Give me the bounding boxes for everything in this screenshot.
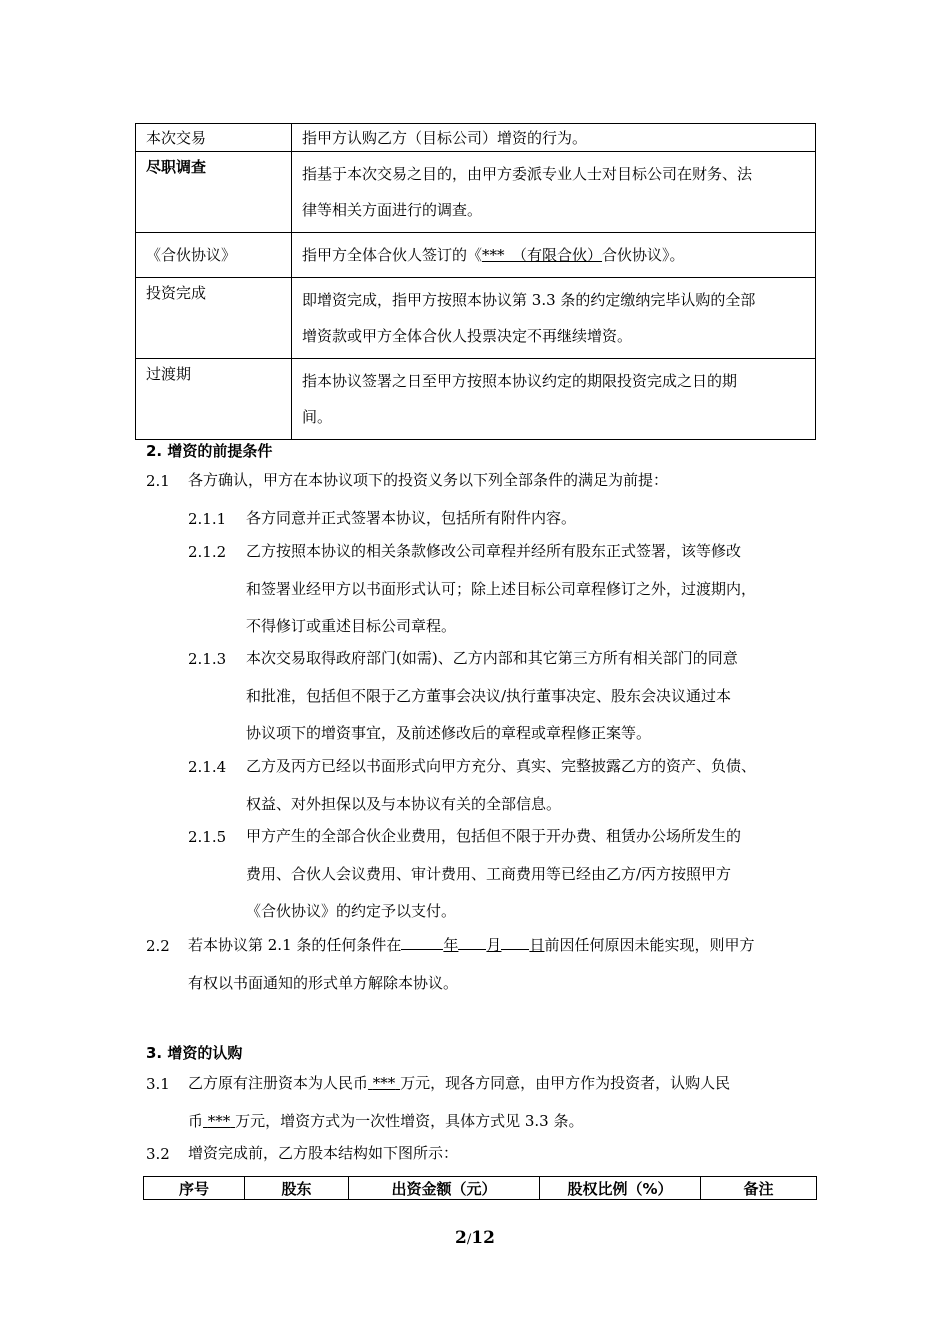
clause-2-1-5-text: 甲方产生的全部合伙企业费用，包括但不限于开办费、租赁办公场所发生的 费用、合伙人会议费用、审计费用、工商费用等已经由乙方/丙方按照甲方 《合伙协议》的约定予以支付。	[246, 827, 742, 920]
column-header: 序号	[144, 1177, 245, 1200]
column-header: 备注	[701, 1177, 817, 1200]
clause-number: 2.1.1	[188, 510, 227, 528]
capital-amount: ***	[372, 1074, 396, 1092]
column-header: 出资金额（元）	[349, 1177, 540, 1200]
definition-row	[136, 124, 816, 152]
definition-row	[136, 152, 816, 233]
clause-number: 2.1	[146, 472, 170, 490]
clause-3-2-text: 增资完成前，乙方股本结构如下图所示：	[188, 1144, 459, 1162]
definition-term: 过渡期	[136, 359, 292, 440]
definition-row	[136, 359, 816, 440]
definition-line: 即增资完成，指甲方按照本协议第 3.3 条的约定缴纳完毕认购的全部	[302, 291, 756, 309]
clause-number: 3.2	[146, 1145, 170, 1163]
definition-text: 指甲方认购乙方（目标公司）增资的行为。	[292, 124, 816, 152]
definition-term: 尽职调查	[136, 152, 292, 233]
date-blank[interactable]	[401, 933, 443, 950]
clause-2-2-text: 若本协议第 2.1 条的任何条件在 年 月 日前因任何原因未能实现，则甲方 有权以书面通知的形式单方解除本协议。	[188, 927, 754, 1002]
definition-term: 本次交易	[136, 124, 292, 152]
date-blank[interactable]	[458, 933, 486, 950]
definition-text	[292, 359, 816, 440]
definition-row	[136, 278, 816, 359]
definitions-table	[135, 123, 816, 440]
column-header: 股权比例（%）	[540, 1177, 701, 1200]
subscription-amount: ***	[207, 1111, 231, 1130]
clause-number: 2.1.5	[188, 828, 227, 846]
table-header-row	[144, 1177, 817, 1200]
clause-2-1-text: 各方确认，甲方在本协议项下的投资义务以下列全部条件的满足为前提：	[188, 471, 669, 489]
section-3-heading: 3. 增资的认购	[146, 1044, 243, 1062]
clause-2-1-1-text: 各方同意并正式签署本协议，包括所有附件内容。	[246, 509, 577, 527]
column-header: 股东	[245, 1177, 349, 1200]
clause-number: 3.1	[146, 1075, 170, 1093]
clause-number: 2.2	[146, 937, 170, 955]
definition-text: 指甲方全体合伙人签订的《*** （有限合伙）合伙协议》。	[292, 233, 816, 278]
definition-line: 指基于本次交易之目的，由甲方委派专业人士对目标公司在财务、法	[302, 165, 753, 183]
clause-number: 2.1.2	[188, 543, 227, 561]
definition-term: 《合伙协议》	[136, 233, 292, 278]
definition-term: 投资完成	[136, 278, 292, 359]
definition-line: 间。	[302, 408, 333, 426]
definition-row	[136, 233, 816, 278]
clause-2-1-4-text: 乙方及丙方已经以书面形式向甲方充分、真实、完整披露乙方的资产、负债、 权益、对外担保以及与本协议有关的全部信息。	[246, 757, 757, 813]
definition-line: 增资款或甲方全体合伙人投票决定不再继续增资。	[302, 327, 633, 345]
clause-2-1-3-text: 本次交易取得政府部门(如需)、乙方内部和其它第三方所有相关部门的同意 和批准，包括但不限于乙方董事会决议/执行董事决定、股东会决议通过本 协议项下的增资事宜，及前述修改后的章程或章程修正案等。	[246, 649, 738, 742]
clause-number: 2.1.4	[188, 758, 227, 776]
definition-text	[292, 152, 816, 233]
date-blank[interactable]	[501, 933, 529, 950]
definition-line: 指本协议签署之日至甲方按照本协议约定的期限投资完成之日的期	[302, 372, 738, 390]
section-2-heading: 2. 增资的前提条件	[146, 442, 273, 460]
clause-3-1-text: 乙方原有注册资本为人民币 *** 万元，现各方同意，由甲方作为投资者，认购人民 币 *** 万元，增资方式为一次性增资，具体方式见 3.3 条。	[188, 1074, 731, 1130]
partnership-name: *** （有限合伙）	[482, 246, 603, 264]
page-number: 2/12	[455, 1228, 495, 1248]
definition-text	[292, 278, 816, 359]
clause-number: 2.1.3	[188, 650, 227, 668]
definition-line: 律等相关方面进行的调查。	[302, 201, 483, 219]
clause-2-1-2-text: 乙方按照本协议的相关条款修改公司章程并经所有股东正式签署，该等修改 和签署业经甲方以书面形式认可；除上述目标公司章程修订之外，过渡期内， 不得修订或重述目标公司章程。	[246, 542, 757, 635]
shareholding-table	[143, 1176, 817, 1200]
